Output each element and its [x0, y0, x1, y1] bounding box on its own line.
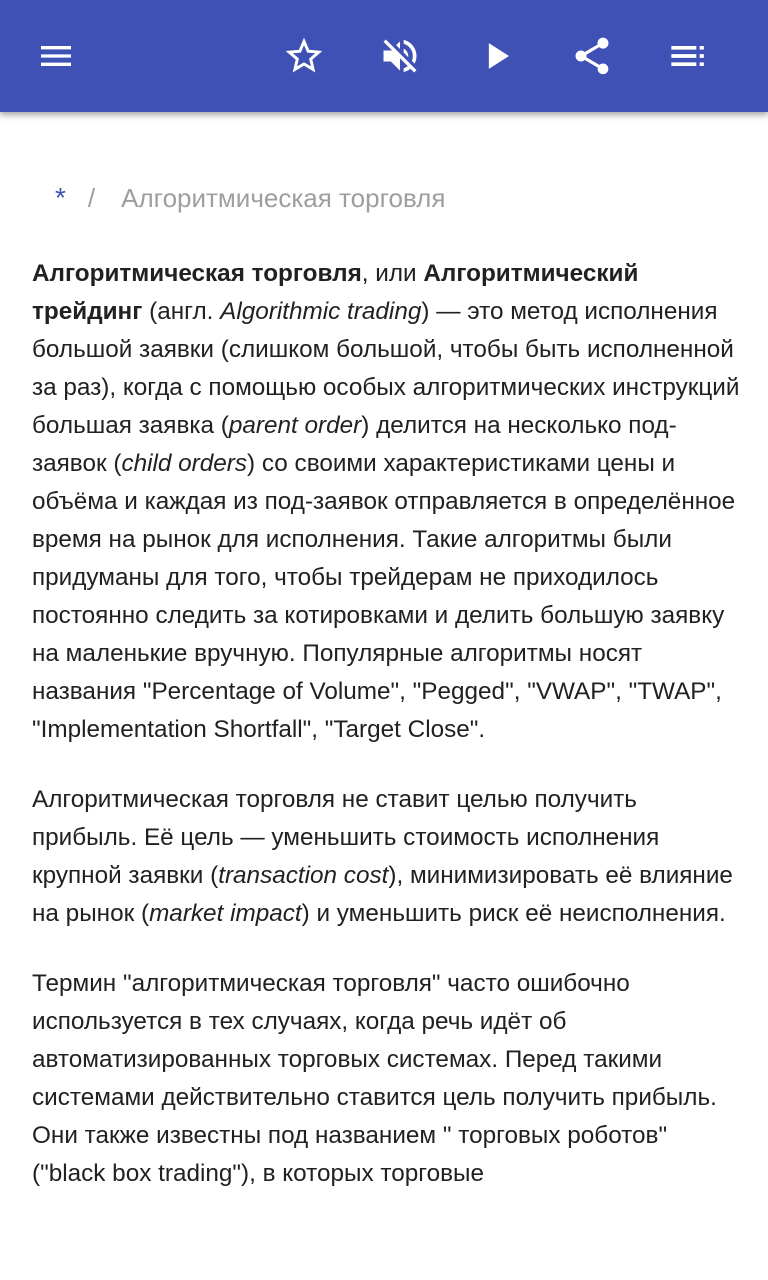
- play-button[interactable]: [470, 28, 526, 84]
- term-english: transaction cost: [218, 862, 389, 889]
- text: (англ.: [142, 298, 221, 325]
- star-outline-icon: [282, 34, 326, 78]
- breadcrumb: [55, 182, 445, 214]
- term-english: parent order: [228, 412, 362, 439]
- text: , или: [361, 260, 424, 287]
- mute-button[interactable]: [372, 28, 428, 84]
- volume-off-icon: [378, 34, 422, 78]
- term-english: market impact: [149, 900, 302, 927]
- term-bold: Алгоритмический трейдинг: [32, 260, 639, 325]
- article-body: [32, 255, 742, 1225]
- term-english: child orders: [121, 450, 248, 477]
- text: ), минимизировать её влияние на рынок (: [32, 862, 733, 927]
- term-bold: Алгоритмическая торговля: [32, 260, 362, 287]
- menu-button[interactable]: [28, 28, 84, 84]
- play-icon: [476, 34, 520, 78]
- article-paragraph-1: [32, 255, 742, 749]
- article-content: [0, 112, 768, 1280]
- text: Алгоритмическая торговля не ставит целью получить прибыль. Её цель — уменьшить стоимость исполнения крупной заявки (: [32, 786, 660, 889]
- playlist-icon: [668, 36, 708, 76]
- text: ) — это метод исполнения большой заявки (слишком большой, чтобы быть исполненной за раз), когда с помощью особых алгоритмических инструкций большая заявка (: [32, 298, 740, 439]
- breadcrumb-home-link[interactable]: *: [55, 182, 66, 213]
- text: Термин "алгоритмическая торговля" часто ошибочно используется в тех случаях, когда речь идёт об автоматизированных торговых системах. Перед такими системами действительно ставится цель получить прибыль. Они также известны под названием " торговых роботов" ("black box trading"), в которых торговые: [32, 970, 717, 1187]
- text: ) со своими характеристиками цены и объёма и каждая из под-заявок отправляется в определённое время на рынок для исполнения. Такие алгоритмы были придуманы для того, чтобы трейдерам не приходилось постоянно следить за котировками и делить большую заявку на маленькие вручную. Популярные алгоритмы носят названия "Percentage of Volume", "Pegged", "VWAP", "TWAP", "Implementation Shortfall", "Target Close".: [32, 450, 736, 743]
- favorite-button[interactable]: [276, 28, 332, 84]
- breadcrumb-current: Алгоритмическая торговля: [121, 183, 446, 213]
- term-english: Algorithmic trading: [220, 298, 422, 325]
- app-bar: [0, 0, 768, 112]
- share-icon: [570, 34, 614, 78]
- text: ) делится на несколько под-заявок (: [32, 412, 677, 477]
- menu-icon: [36, 36, 76, 76]
- text: ) и уменьшить риск её неисполнения.: [301, 900, 726, 927]
- article-paragraph-2: [32, 781, 742, 933]
- breadcrumb-separator: /: [87, 183, 96, 213]
- share-button[interactable]: [564, 28, 620, 84]
- contents-button[interactable]: [660, 28, 716, 84]
- article-paragraph-3: [32, 965, 742, 1193]
